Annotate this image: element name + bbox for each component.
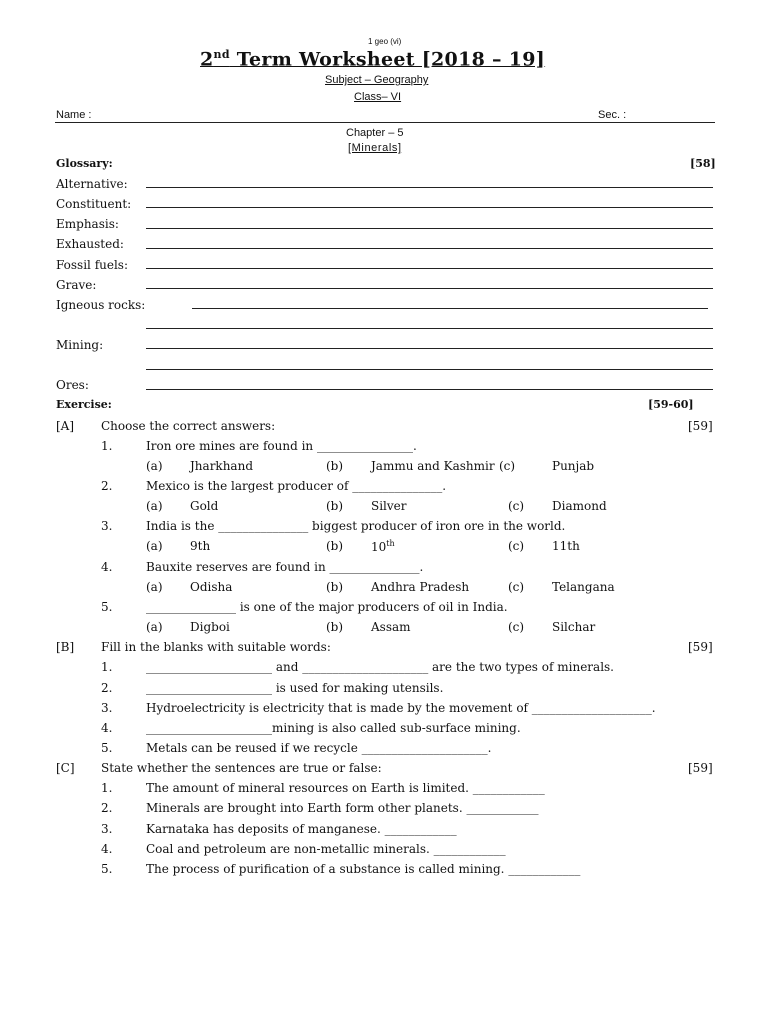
item-number: 2. xyxy=(101,801,113,815)
item-number: 2. xyxy=(101,681,113,695)
item-number: 4. xyxy=(101,842,113,856)
true-false-item[interactable]: The process of purification of a substance is called mining. ____________ xyxy=(146,862,581,876)
item-number: 5. xyxy=(101,862,113,876)
answer-line[interactable] xyxy=(146,207,713,208)
glossary-term-alternative: Alternative: xyxy=(56,177,128,191)
exercise-page-ref: [59-60] xyxy=(648,398,694,411)
option-b[interactable]: Assam xyxy=(371,620,411,634)
option-b[interactable]: Silver xyxy=(371,499,407,513)
glossary-page-ref: [58] xyxy=(690,157,716,170)
option-c-marker: (c) xyxy=(508,499,525,513)
question-text: Mexico is the largest producer of _______________. xyxy=(146,479,447,493)
item-number: 4. xyxy=(101,721,113,735)
section-a-instruction: Choose the correct answers: xyxy=(101,419,276,433)
answer-line[interactable] xyxy=(146,228,713,229)
sec-label: Sec. : xyxy=(598,109,627,121)
option-a[interactable]: Odisha xyxy=(190,580,233,594)
item-number: 3. xyxy=(101,701,113,715)
chapter-number: Chapter – 5 xyxy=(346,127,404,139)
answer-line[interactable] xyxy=(146,187,713,188)
question-number: 2. xyxy=(101,479,113,493)
answer-line[interactable] xyxy=(146,248,713,249)
section-a-label: [A] xyxy=(56,419,75,433)
name-divider xyxy=(55,122,715,123)
class-line: Class– VI xyxy=(354,91,402,103)
glossary-term-grave: Grave: xyxy=(56,278,97,292)
section-c-label: [C] xyxy=(56,761,75,775)
page-tag: 1 geo (vi) xyxy=(368,37,402,46)
answer-line[interactable] xyxy=(146,348,713,349)
option-c-marker: (c) xyxy=(499,459,516,473)
fill-blank-item[interactable]: Metals can be reused if we recycle _____________________. xyxy=(146,741,492,755)
option-a-marker: (a) xyxy=(146,499,163,513)
section-a-page-ref: [59] xyxy=(688,419,713,433)
fill-blank-item[interactable]: _____________________mining is also called sub-surface mining. xyxy=(146,721,521,735)
answer-line[interactable] xyxy=(146,328,713,329)
exercise-heading: Exercise: xyxy=(56,398,112,411)
answer-line[interactable] xyxy=(146,369,713,370)
answer-line[interactable] xyxy=(146,389,713,390)
chapter-title: [Minerals] xyxy=(348,142,402,154)
option-b[interactable]: Andhra Pradesh xyxy=(371,580,470,594)
section-b-page-ref: [59] xyxy=(688,640,713,654)
question-text: Bauxite reserves are found in _______________. xyxy=(146,560,424,574)
true-false-item[interactable]: Karnataka has deposits of manganese. ____________ xyxy=(146,822,457,836)
item-number: 3. xyxy=(101,822,113,836)
option-b-marker: (b) xyxy=(326,539,344,553)
option-c-marker: (c) xyxy=(508,539,525,553)
option-c[interactable]: Punjab xyxy=(552,459,595,473)
option-b-marker: (b) xyxy=(326,459,344,473)
answer-line[interactable] xyxy=(146,288,713,289)
option-c-marker: (c) xyxy=(508,580,525,594)
question-text: Iron ore mines are found in ________________. xyxy=(146,439,417,453)
item-number: 1. xyxy=(101,781,113,795)
question-text: India is the _______________ biggest producer of iron ore in the world. xyxy=(146,519,566,533)
option-a[interactable]: Digboi xyxy=(190,620,230,634)
fill-blank-item[interactable]: _____________________ is used for making utensils. xyxy=(146,681,444,695)
option-a-marker: (a) xyxy=(146,539,163,553)
glossary-term-igneous-rocks: Igneous rocks: xyxy=(56,298,146,312)
option-b-marker: (b) xyxy=(326,499,344,513)
glossary-term-constituent: Constituent: xyxy=(56,197,132,211)
option-a-marker: (a) xyxy=(146,620,163,634)
option-c[interactable]: Diamond xyxy=(552,499,607,513)
page-title: 2nd Term Worksheet [2018 – 19] xyxy=(200,48,546,71)
true-false-item[interactable]: The amount of mineral resources on Earth is limited. ____________ xyxy=(146,781,545,795)
item-number: 1. xyxy=(101,660,113,674)
option-b[interactable]: Jammu and Kashmir xyxy=(371,459,495,473)
section-b-instruction: Fill in the blanks with suitable words: xyxy=(101,640,331,654)
section-c-page-ref: [59] xyxy=(688,761,713,775)
option-a[interactable]: 9th xyxy=(190,539,211,553)
question-text: _______________ is one of the major producers of oil in India. xyxy=(146,600,508,614)
option-c-marker: (c) xyxy=(508,620,525,634)
option-c[interactable]: Telangana xyxy=(552,580,615,594)
glossary-term-fossil-fuels: Fossil fuels: xyxy=(56,258,129,272)
option-a[interactable]: Gold xyxy=(190,499,219,513)
true-false-item[interactable]: Minerals are brought into Earth form other planets. ____________ xyxy=(146,801,539,815)
true-false-item[interactable]: Coal and petroleum are non-metallic minerals. ____________ xyxy=(146,842,506,856)
name-label: Name : xyxy=(56,109,92,121)
glossary-heading: Glossary: xyxy=(56,157,113,170)
section-c-instruction: State whether the sentences are true or false: xyxy=(101,761,382,775)
question-number: 5. xyxy=(101,600,113,614)
question-number: 3. xyxy=(101,519,113,533)
option-b-marker: (b) xyxy=(326,620,344,634)
item-number: 5. xyxy=(101,741,113,755)
glossary-term-emphasis: Emphasis: xyxy=(56,217,119,231)
answer-line[interactable] xyxy=(192,308,708,309)
glossary-term-exhausted: Exhausted: xyxy=(56,237,124,251)
question-number: 1. xyxy=(101,439,113,453)
option-c[interactable]: 11th xyxy=(552,539,580,553)
glossary-term-mining: Mining: xyxy=(56,338,104,352)
question-number: 4. xyxy=(101,560,113,574)
subject-line: Subject – Geography xyxy=(325,74,429,86)
option-a[interactable]: Jharkhand xyxy=(190,459,253,473)
option-a-marker: (a) xyxy=(146,580,163,594)
answer-line[interactable] xyxy=(146,268,713,269)
option-a-marker: (a) xyxy=(146,459,163,473)
glossary-term-ores: Ores: xyxy=(56,378,89,392)
fill-blank-item[interactable]: _____________________ and _____________________ are the two types of minerals. xyxy=(146,660,614,674)
option-b[interactable]: 10th xyxy=(371,539,395,554)
section-b-label: [B] xyxy=(56,640,75,654)
option-c[interactable]: Silchar xyxy=(552,620,596,634)
option-b-marker: (b) xyxy=(326,580,344,594)
fill-blank-item[interactable]: Hydroelectricity is electricity that is made by the movement of ____________________. xyxy=(146,701,656,715)
